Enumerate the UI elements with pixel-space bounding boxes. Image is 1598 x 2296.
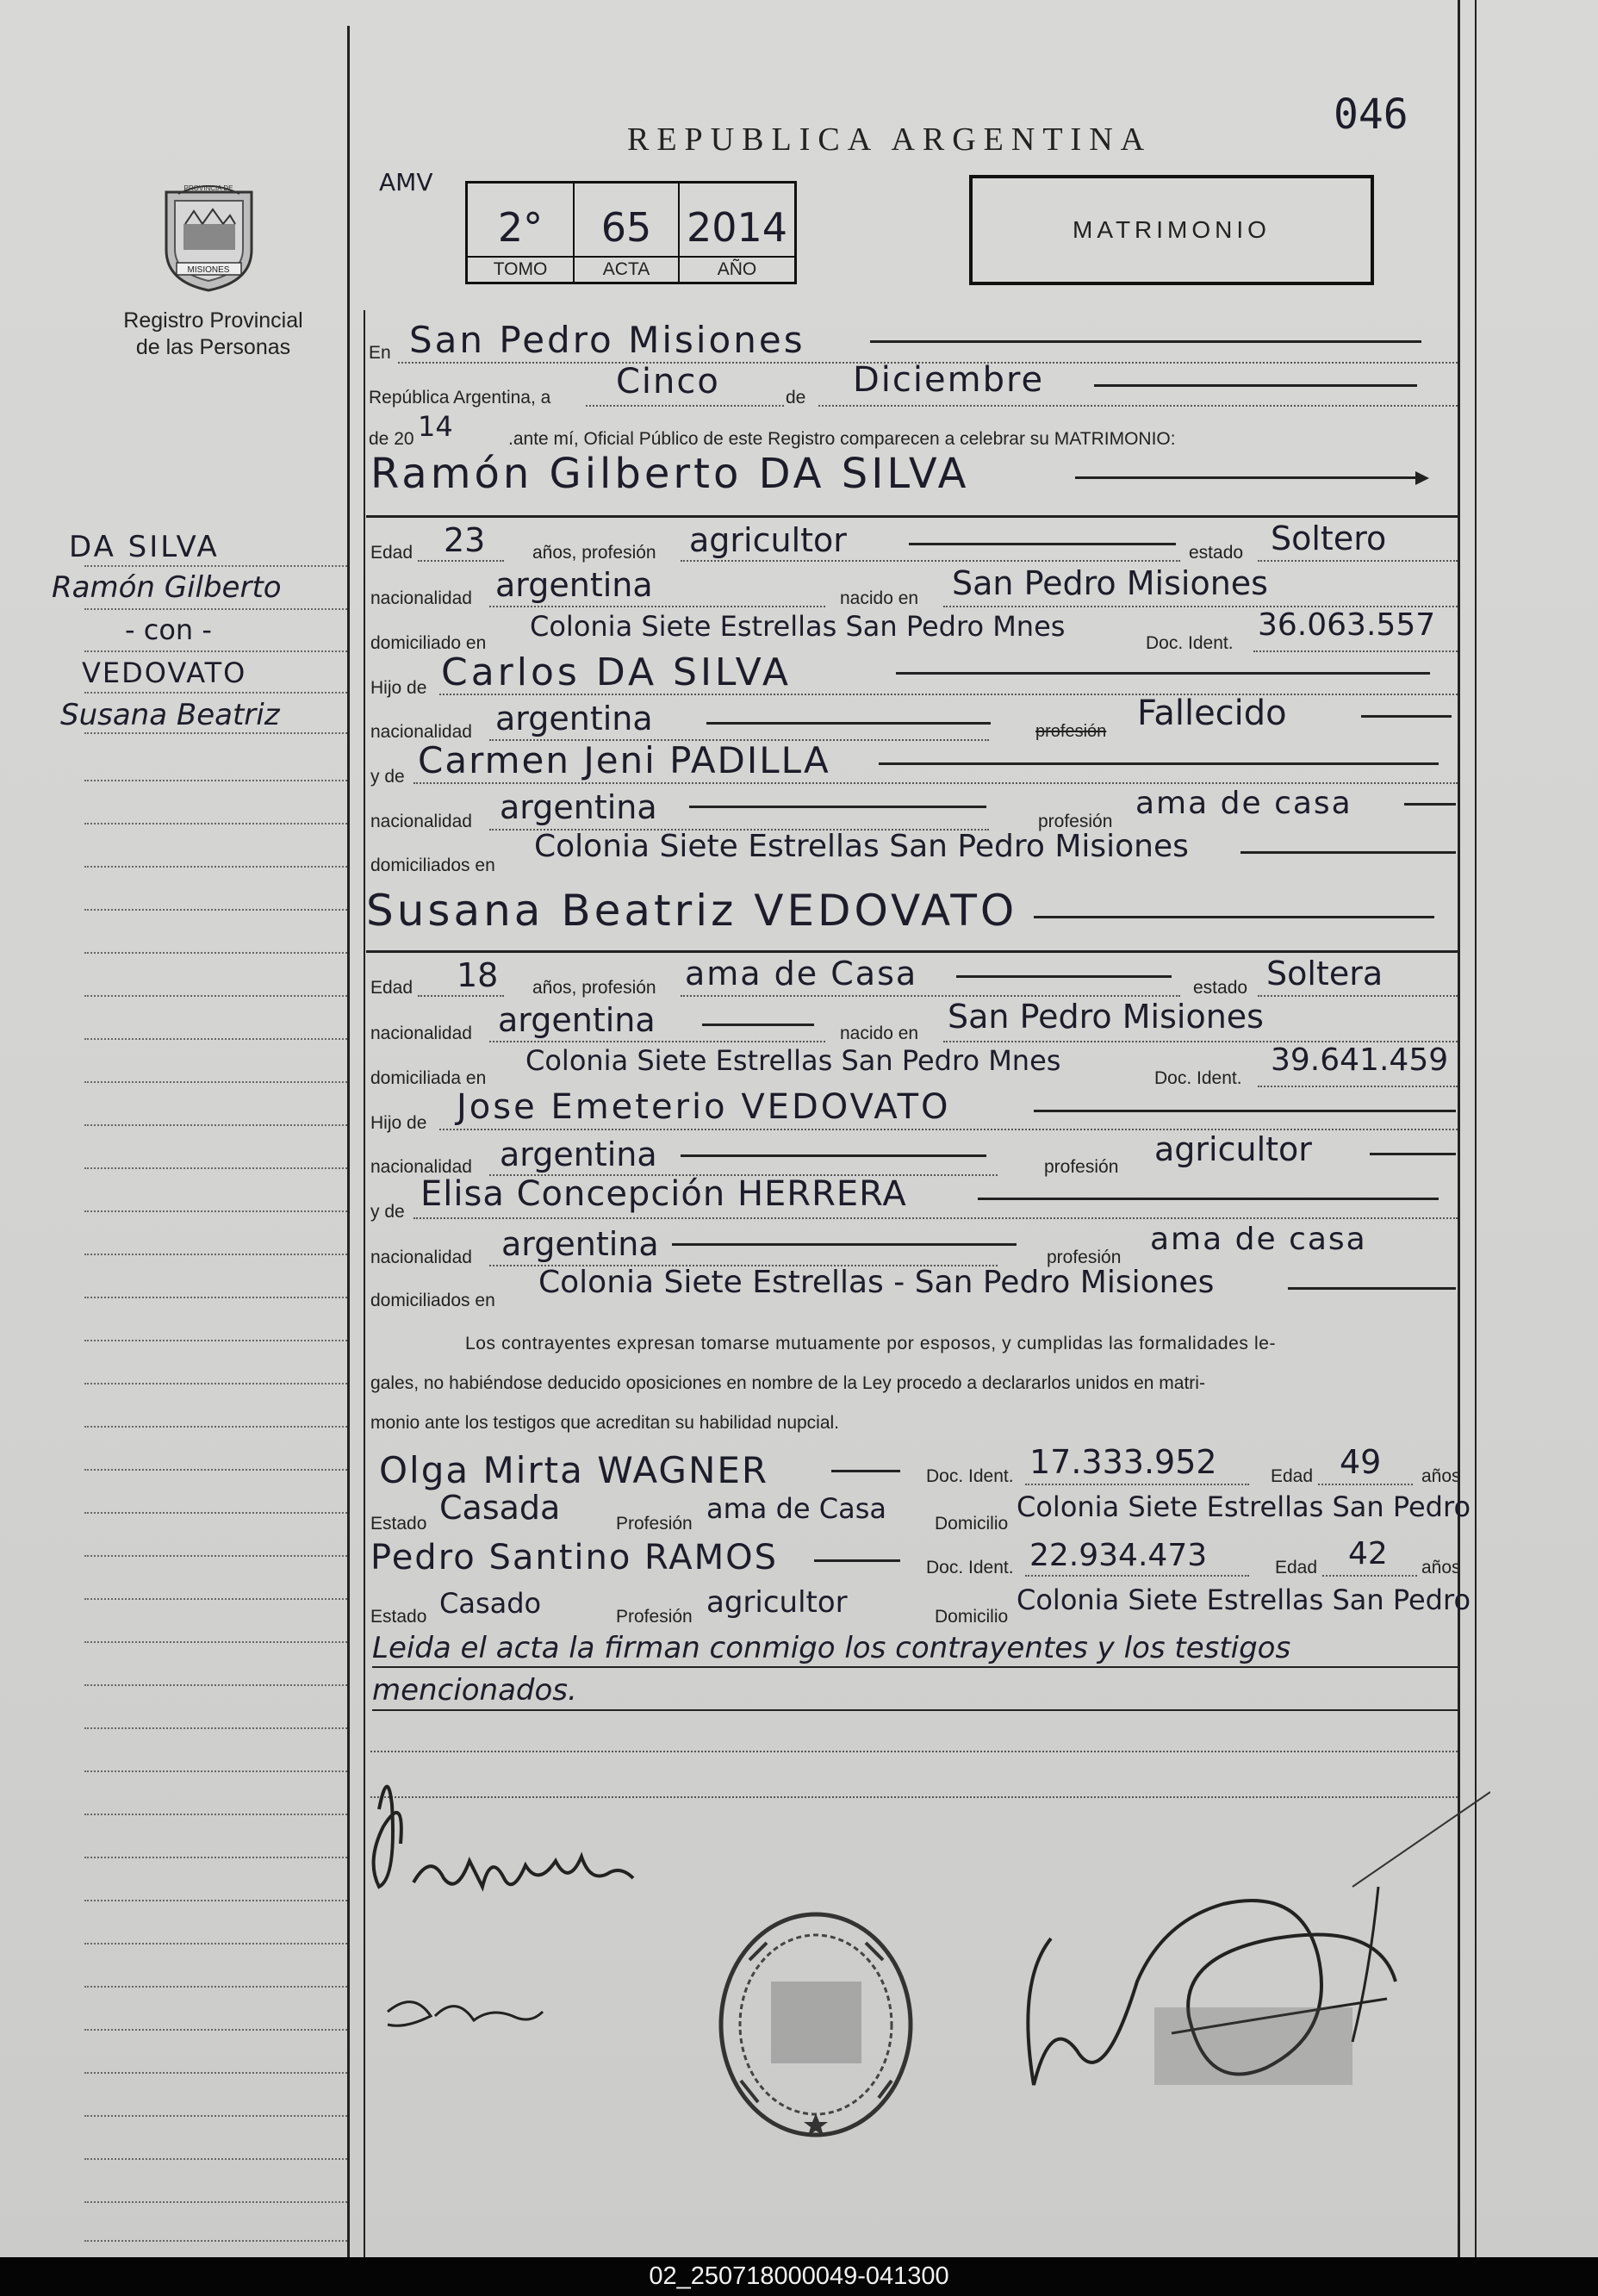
margin-groom-name: Ramón Gilberto xyxy=(52,570,282,605)
groom-father-nationality: argentina xyxy=(495,700,653,737)
witness2-signature-icon xyxy=(388,2002,543,2026)
act-year: 14 xyxy=(418,410,453,443)
label-edad: Edad xyxy=(370,543,413,563)
witness2-status: Casado xyxy=(439,1587,542,1620)
margin-line xyxy=(84,1254,347,1255)
label-domiciliados-en: domiciliados en xyxy=(370,856,495,875)
margin-line xyxy=(84,952,347,954)
filler-dash xyxy=(978,1198,1439,1200)
margin-line xyxy=(84,1512,347,1514)
label-y-de: y de xyxy=(370,767,405,787)
record-number-grid xyxy=(465,181,797,284)
filler-dash xyxy=(1094,384,1417,387)
margin-line xyxy=(84,1770,347,1772)
bride-father-nationality: argentina xyxy=(500,1136,657,1173)
tomo-label: TOMO xyxy=(468,256,573,282)
margin-line xyxy=(84,2158,347,2160)
filler-dash xyxy=(1361,715,1452,718)
sig-area-line xyxy=(370,1751,1458,1752)
day-line xyxy=(586,405,784,407)
profession-line xyxy=(681,560,1180,562)
filler-dash xyxy=(1075,476,1415,479)
label-nacionalidad: nacionalidad xyxy=(370,812,472,831)
margin-line xyxy=(84,1081,347,1083)
groom-status: Soltero xyxy=(1271,520,1387,557)
label-domicilio-w2: Domicilio xyxy=(935,1607,1009,1627)
filler-dash xyxy=(956,975,1172,978)
acta-cell xyxy=(575,184,680,282)
clerk-initials: AMV xyxy=(379,168,433,196)
witness2-profession: agricultor xyxy=(706,1585,848,1620)
bride-domicile: Colonia Siete Estrellas San Pedro Mnes xyxy=(525,1044,1061,1077)
closing-line-2: mencionados. xyxy=(372,1673,577,1708)
margin-line xyxy=(84,866,347,868)
tomo-cell xyxy=(468,184,575,282)
declaration-line-2: gales, no habiéndose deducido oposiciones en nombre de la Ley procedo a declararlos unidos en matri- xyxy=(370,1373,1205,1393)
witness2-name: Pedro Santino RAMOS xyxy=(370,1538,778,1577)
anio-value: 2014 xyxy=(686,204,788,251)
filler-dash xyxy=(909,543,1176,545)
bride-mother-nationality: argentina xyxy=(501,1225,659,1263)
margin-line xyxy=(84,1426,347,1428)
witness1-profession: ama de Casa xyxy=(706,1492,886,1525)
filler-dash xyxy=(896,672,1430,675)
label-estado: estado xyxy=(1193,978,1248,998)
label-profesion-struck: profesión xyxy=(1035,722,1107,741)
seal-text-bottom: MISIONES xyxy=(187,265,230,275)
label-nacionalidad: nacionalidad xyxy=(370,1024,472,1043)
mother-line xyxy=(413,1217,1458,1219)
label-nacionalidad: nacionalidad xyxy=(370,722,472,742)
witness2-doc-line xyxy=(1025,1575,1249,1577)
bride-full-name: Susana Beatriz VEDOVATO xyxy=(366,886,1018,936)
label-en: En xyxy=(369,343,391,363)
scan-id-footer: 02_250718000049-041300 xyxy=(0,2257,1598,2296)
label-profesion: profesión xyxy=(1044,1157,1119,1177)
act-month: Diciembre xyxy=(853,360,1045,400)
margin-line xyxy=(84,2115,347,2117)
section-rule xyxy=(366,950,1458,953)
section-rule xyxy=(366,515,1458,518)
status-line xyxy=(1258,995,1458,997)
label-anios-w2: años xyxy=(1421,1558,1461,1577)
witness2-age-line xyxy=(1322,1575,1417,1577)
seal-text-top: PROVINCIA DE xyxy=(183,184,233,192)
closing-underline xyxy=(372,1709,1458,1711)
margin-line xyxy=(84,1555,347,1557)
left-margin-line xyxy=(347,26,350,2257)
groom-mother: Carmen Jeni PADILLA xyxy=(418,739,830,781)
age-line xyxy=(418,560,504,562)
label-profesion: profesión xyxy=(1047,1248,1122,1267)
groom-parents-domicile: Colonia Siete Estrellas San Pedro Misiones xyxy=(534,829,1189,864)
filler-dash xyxy=(1288,1287,1456,1290)
margin-line xyxy=(84,1727,347,1729)
nationality-line xyxy=(489,606,825,607)
filler-dash xyxy=(814,1559,900,1562)
filler-dash xyxy=(870,340,1421,343)
margin-line xyxy=(84,1340,347,1341)
label-domiciliada-en: domiciliada en xyxy=(370,1068,487,1088)
label-profesion-w1: Profesión xyxy=(616,1514,693,1534)
label-nacionalidad: nacionalidad xyxy=(370,588,472,608)
label-domiciliado-en: domiciliado en xyxy=(370,633,487,653)
record-type-box: MATRIMONIO xyxy=(969,175,1374,285)
margin-bride-surname: VEDOVATO xyxy=(82,656,247,689)
witness1-doc-line xyxy=(1025,1484,1249,1485)
bride-father-profession: agricultor xyxy=(1154,1130,1312,1168)
closing-underline xyxy=(372,1666,1458,1668)
label-de-20: de 20 xyxy=(369,429,414,449)
anio-label: AÑO xyxy=(680,256,794,282)
label-nacido-en: nacido en xyxy=(840,588,919,608)
label-nacido-en: nacido en xyxy=(840,1024,919,1043)
label-republica: República Argentina, a xyxy=(369,388,551,408)
witness1-name: Olga Mirta WAGNER xyxy=(379,1449,769,1491)
folio-number: 046 xyxy=(1334,90,1408,139)
filler-dash xyxy=(1370,1153,1456,1155)
bride-father: Jose Emeterio VEDOVATO xyxy=(457,1087,951,1127)
groom-father: Carlos DA SILVA xyxy=(441,650,792,694)
margin-line xyxy=(84,650,347,652)
margin-line xyxy=(84,1814,347,1815)
bride-mother: Elisa Concepción HERRERA xyxy=(420,1174,907,1214)
bride-birthplace: San Pedro Misiones xyxy=(948,998,1264,1036)
registry-line-1: Registro Provincial xyxy=(123,308,303,333)
label-profesion: profesión xyxy=(1038,812,1113,831)
filler-dash xyxy=(1404,803,1456,806)
groom-profession: agricultor xyxy=(689,521,847,559)
label-domicilio-w1: Domicilio xyxy=(935,1514,1009,1534)
bride-status: Soltera xyxy=(1266,955,1383,992)
witness1-doc: 17.333.952 xyxy=(1029,1443,1217,1481)
label-hijo-de: Hijo de xyxy=(370,1113,427,1133)
filler-dash xyxy=(689,806,986,808)
label-doc-ident: Doc. Ident. xyxy=(1146,633,1234,653)
groom-domicile: Colonia Siete Estrellas San Pedro Mnes xyxy=(530,610,1066,643)
label-doc-ident-w1: Doc. Ident. xyxy=(926,1466,1014,1486)
mother-line xyxy=(413,782,1458,784)
margin-groom-surname: DA SILVA xyxy=(69,530,220,564)
margin-line xyxy=(84,1297,347,1298)
label-domiciliados-en: domiciliados en xyxy=(370,1291,495,1310)
witness2-age: 42 xyxy=(1348,1536,1388,1571)
witness1-signature-icon xyxy=(374,1787,633,1887)
margin-line xyxy=(84,1167,347,1169)
label-ante-mi: .ante mí, Oficial Público de este Registro comparecen a celebrar su MATRIMONIO: xyxy=(508,429,1176,449)
margin-line xyxy=(84,995,347,997)
label-y-de: y de xyxy=(370,1202,405,1222)
bride-age: 18 xyxy=(457,956,499,994)
label-edad-w2: Edad xyxy=(1275,1558,1318,1577)
margin-line xyxy=(84,1124,347,1126)
label-estado-w1: Estado xyxy=(370,1514,427,1534)
label-anios-w1: años xyxy=(1421,1466,1461,1486)
margin-bride-name: Susana Beatriz xyxy=(60,698,280,732)
witness2-doc: 22.934.473 xyxy=(1029,1538,1208,1573)
bride-nationality: argentina xyxy=(498,1001,656,1039)
margin-line xyxy=(84,2072,347,2074)
margin-line xyxy=(84,1598,347,1600)
anio-cell xyxy=(680,184,794,282)
label-de-month: de xyxy=(786,388,806,408)
groom-age: 23 xyxy=(444,521,486,559)
province-seal-icon xyxy=(159,177,258,293)
month-line xyxy=(818,405,1458,407)
margin-line xyxy=(84,565,347,567)
margin-line xyxy=(84,780,347,781)
profession-line xyxy=(681,995,1180,997)
signatures-area xyxy=(362,1758,1490,2180)
declaration-line-1: Los contrayentes expresan tomarse mutuamente por esposos, y cumplidas las formalidades le- xyxy=(465,1334,1277,1353)
margin-line xyxy=(84,1383,347,1384)
witness2-domicile: Colonia Siete Estrellas San Pedro xyxy=(1017,1584,1471,1616)
bride-mother-profession: ama de casa xyxy=(1150,1222,1367,1257)
filler-arrow xyxy=(1415,471,1429,485)
margin-line xyxy=(84,2029,347,2031)
label-estado: estado xyxy=(1189,543,1244,563)
witness1-status: Casada xyxy=(439,1489,561,1527)
doc-line xyxy=(1253,650,1458,652)
filler-dash xyxy=(702,1024,814,1026)
filler-dash xyxy=(672,1243,1017,1246)
age-line xyxy=(418,995,504,997)
bride-profession: ama de Casa xyxy=(685,955,918,992)
label-hijo-de: Hijo de xyxy=(370,678,427,698)
witness1-age: 49 xyxy=(1340,1443,1382,1481)
margin-con: - con - xyxy=(125,613,212,646)
tomo-value: 2° xyxy=(497,204,544,251)
registry-line-2: de las Personas xyxy=(135,335,291,359)
filler-dash xyxy=(681,1154,986,1157)
groom-full-name: Ramón Gilberto DA SILVA xyxy=(370,450,970,498)
bride-parents-domicile: Colonia Siete Estrellas - San Pedro Misiones xyxy=(538,1265,1215,1300)
filler-dash xyxy=(1034,1110,1456,1112)
declaration-line-3: monio ante los testigos que acreditan su habilidad nupcial. xyxy=(370,1413,840,1433)
margin-line xyxy=(84,2201,347,2203)
label-edad-w1: Edad xyxy=(1271,1466,1314,1486)
witness1-age-line xyxy=(1318,1484,1413,1485)
nationality-line xyxy=(489,1041,825,1042)
margin-line xyxy=(84,1469,347,1471)
filler-dash xyxy=(1034,916,1434,918)
bride-doc: 39.641.459 xyxy=(1271,1042,1449,1078)
registry-label xyxy=(103,308,323,361)
officer-signature-icon xyxy=(1028,1792,1490,2085)
label-estado-w2: Estado xyxy=(370,1607,427,1627)
label-nacionalidad: nacionalidad xyxy=(370,1157,472,1177)
groom-mother-profession: ama de casa xyxy=(1135,786,1352,821)
groom-birthplace: San Pedro Misiones xyxy=(952,564,1268,602)
label-profesion-w2: Profesión xyxy=(616,1607,693,1627)
status-line xyxy=(1258,560,1458,562)
label-anios-profesion: años, profesión xyxy=(532,978,656,998)
filler-dash xyxy=(831,1470,900,1472)
act-day: Cinco xyxy=(616,362,720,401)
margin-line xyxy=(84,732,347,734)
groom-doc: 36.063.557 xyxy=(1258,607,1436,643)
margin-line xyxy=(84,1857,347,1858)
margin-line xyxy=(84,2240,347,2242)
label-nacionalidad: nacionalidad xyxy=(370,1248,472,1267)
filler-dash xyxy=(1240,851,1456,854)
margin-line xyxy=(84,1038,347,1040)
margin-line xyxy=(84,692,347,694)
margin-line xyxy=(84,1943,347,1944)
closing-line-1: Leida el acta la firman conmigo los contrayentes y los testigos xyxy=(372,1631,1291,1665)
filler-dash xyxy=(879,762,1439,765)
act-place: San Pedro Misiones xyxy=(409,319,805,361)
margin-line xyxy=(84,1210,347,1212)
filler-dash xyxy=(706,722,991,725)
doc-line xyxy=(1258,1086,1458,1087)
acta-value: 65 xyxy=(600,204,652,251)
margin-line xyxy=(84,1986,347,1988)
acta-label: ACTA xyxy=(575,256,678,282)
label-edad: Edad xyxy=(370,978,413,998)
country-title: REPUBLICA ARGENTINA xyxy=(627,121,1153,158)
groom-mother-nationality: argentina xyxy=(500,788,657,826)
groom-nationality: argentina xyxy=(495,566,653,604)
margin-line xyxy=(84,909,347,911)
margin-line xyxy=(84,823,347,824)
margin-line xyxy=(84,1641,347,1643)
witness1-domicile: Colonia Siete Estrellas San Pedro xyxy=(1017,1490,1471,1523)
groom-father-profession: Fallecido xyxy=(1137,694,1287,733)
margin-line xyxy=(84,1900,347,1901)
margin-line xyxy=(84,1684,347,1686)
margin-line xyxy=(84,608,347,610)
label-doc-ident-w2: Doc. Ident. xyxy=(926,1558,1014,1577)
label-anios-profesion: años, profesión xyxy=(532,543,656,563)
label-doc-ident: Doc. Ident. xyxy=(1154,1068,1242,1088)
